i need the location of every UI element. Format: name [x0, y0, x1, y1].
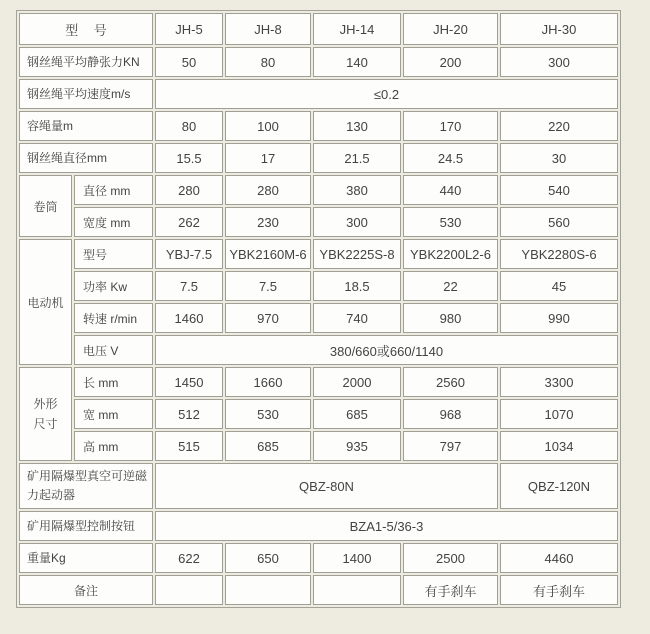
cell-value: 17: [225, 143, 311, 173]
cell-value: 18.5: [313, 271, 401, 301]
cell-value: 1450: [155, 367, 223, 397]
cell-value-span: BZA1-5/36-3: [155, 511, 618, 541]
sub-label: 电压 V: [74, 335, 153, 365]
cell-value: 1460: [155, 303, 223, 333]
row-remarks: [19, 575, 618, 605]
cell-value: QBZ-120N: [500, 463, 618, 509]
cell-value: 170: [403, 111, 498, 141]
sub-label: 转速 r/min: [74, 303, 153, 333]
sub-label: 型号: [74, 239, 153, 269]
row-drum-width: [19, 207, 618, 237]
group-label-drum: 卷筒: [19, 175, 72, 237]
cell-value: 685: [313, 399, 401, 429]
group-label-text: 外形尺寸: [33, 396, 58, 431]
cell-value: 622: [155, 543, 223, 573]
sub-label: 宽 mm: [74, 399, 153, 429]
sub-label: 高 mm: [74, 431, 153, 461]
cell-value: 935: [313, 431, 401, 461]
cell-value: 7.5: [155, 271, 223, 301]
header-model-label: 型 号: [19, 13, 153, 45]
row-motor-power: [19, 271, 618, 301]
cell-value: 2000: [313, 367, 401, 397]
header-model-jh5: JH-5: [155, 13, 223, 45]
cell-value-span: QBZ-80N: [155, 463, 498, 509]
row-label: 矿用隔爆型真空可逆磁力起动器: [19, 463, 153, 509]
cell-value: 530: [403, 207, 498, 237]
row-header: [19, 13, 618, 45]
cell-value: 280: [155, 175, 223, 205]
cell-value-span: 380/660或660/1140: [155, 335, 618, 365]
cell-value: 24.5: [403, 143, 498, 173]
row-dim-height: [19, 431, 618, 461]
cell-value: 515: [155, 431, 223, 461]
cell-value: 440: [403, 175, 498, 205]
row-label: 重量Kg: [19, 543, 153, 573]
cell-value: 1660: [225, 367, 311, 397]
cell-value: 970: [225, 303, 311, 333]
header-model-jh20: JH-20: [403, 13, 498, 45]
row-drum-diameter: [19, 175, 618, 205]
sub-label: 长 mm: [74, 367, 153, 397]
cell-value: 2500: [403, 543, 498, 573]
cell-value: 80: [225, 47, 311, 77]
cell-value: YBK2160M-6: [225, 239, 311, 269]
cell-value: 280: [225, 175, 311, 205]
cell-value: YBK2225S-8: [313, 239, 401, 269]
spec-table: [16, 10, 621, 608]
cell-value: 300: [313, 207, 401, 237]
cell-value-span: ≤0.2: [155, 79, 618, 109]
cell-value: 740: [313, 303, 401, 333]
row-rope-capacity: [19, 111, 618, 141]
cell-value: 3300: [500, 367, 618, 397]
row-starter: [19, 463, 618, 509]
row-label: 容绳量m: [19, 111, 153, 141]
sub-label: 功率 Kw: [74, 271, 153, 301]
cell-value: YBK2280S-6: [500, 239, 618, 269]
cell-value: 650: [225, 543, 311, 573]
cell-value: 797: [403, 431, 498, 461]
row-dim-length: [19, 367, 618, 397]
cell-value: 230: [225, 207, 311, 237]
cell-value: [155, 575, 223, 605]
cell-value: 512: [155, 399, 223, 429]
cell-value: [225, 575, 311, 605]
row-dim-width: [19, 399, 618, 429]
cell-value: 530: [225, 399, 311, 429]
row-weight: [19, 543, 618, 573]
sub-label: 宽度 mm: [74, 207, 153, 237]
row-motor-model: [19, 239, 618, 269]
cell-value: [313, 575, 401, 605]
row-motor-speed: [19, 303, 618, 333]
cell-value: YBJ-7.5: [155, 239, 223, 269]
sub-label: 直径 mm: [74, 175, 153, 205]
cell-value: 540: [500, 175, 618, 205]
group-label-dimensions: [19, 367, 72, 461]
row-avg-speed: [19, 79, 618, 109]
row-label: 钢丝绳平均静张力KN: [19, 47, 153, 77]
cell-value: 220: [500, 111, 618, 141]
row-label: 钢丝绳平均速度m/s: [19, 79, 153, 109]
row-label: 备注: [19, 575, 153, 605]
header-model-jh8: JH-8: [225, 13, 311, 45]
cell-value: 22: [403, 271, 498, 301]
cell-value: 1400: [313, 543, 401, 573]
cell-value: 80: [155, 111, 223, 141]
cell-value: 685: [225, 431, 311, 461]
cell-value: 968: [403, 399, 498, 429]
header-model-jh14: JH-14: [313, 13, 401, 45]
cell-value: 200: [403, 47, 498, 77]
cell-value: 990: [500, 303, 618, 333]
cell-value: YBK2200L2-6: [403, 239, 498, 269]
row-rope-diameter: [19, 143, 618, 173]
cell-value: 15.5: [155, 143, 223, 173]
group-label-motor: 电动机: [19, 239, 72, 365]
cell-value: 50: [155, 47, 223, 77]
cell-value: 21.5: [313, 143, 401, 173]
cell-value: 45: [500, 271, 618, 301]
cell-value: 7.5: [225, 271, 311, 301]
cell-value: 有手刹车: [500, 575, 618, 605]
cell-value: 2560: [403, 367, 498, 397]
row-static-tension: [19, 47, 618, 77]
cell-value: 380: [313, 175, 401, 205]
cell-value: 4460: [500, 543, 618, 573]
cell-value: 560: [500, 207, 618, 237]
cell-value: 130: [313, 111, 401, 141]
header-model-jh30: JH-30: [500, 13, 618, 45]
cell-value: 300: [500, 47, 618, 77]
row-motor-voltage: [19, 335, 618, 365]
cell-value: 140: [313, 47, 401, 77]
row-label: 矿用隔爆型控制按钮: [19, 511, 153, 541]
cell-value: 1034: [500, 431, 618, 461]
cell-value: 980: [403, 303, 498, 333]
cell-value: 1070: [500, 399, 618, 429]
cell-value: 30: [500, 143, 618, 173]
cell-value: 100: [225, 111, 311, 141]
cell-value: 262: [155, 207, 223, 237]
row-label: 钢丝绳直径mm: [19, 143, 153, 173]
cell-value: 有手刹车: [403, 575, 498, 605]
row-control-button: [19, 511, 618, 541]
